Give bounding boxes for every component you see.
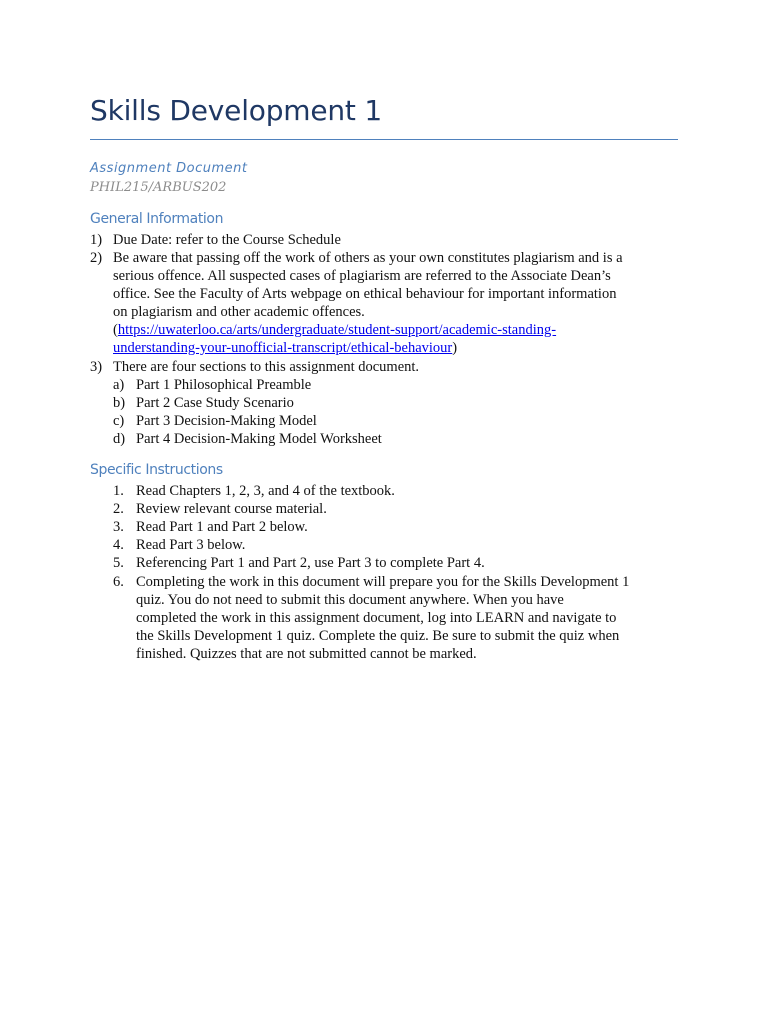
section-item: Part 1 Philosophical Preamble: [136, 377, 312, 393]
sublist-letter: d): [113, 431, 126, 447]
specific-instructions-heading: Specific Instructions: [90, 462, 223, 478]
plagiarism-text-line: on plagiarism and other academic offences.: [113, 304, 365, 320]
list-number: 5.: [113, 555, 124, 571]
sections-intro-item: There are four sections to this assignment document.: [113, 359, 420, 375]
general-information-heading: General Information: [90, 211, 224, 227]
ethical-behaviour-link-line: [113, 321, 556, 339]
course-code: PHIL215/ARBUS202: [90, 180, 227, 195]
list-number: 1.: [113, 483, 124, 499]
list-number: 3): [90, 359, 103, 375]
list-number: 3.: [113, 519, 124, 535]
plagiarism-text-line: office. See the Faculty of Arts webpage on ethical behaviour for important information: [113, 286, 617, 302]
sublist-letter: b): [113, 395, 126, 411]
quiz-instruction-line: Completing the work in this document will prepare you for the Skills Development 1: [136, 574, 630, 590]
list-number: 4.: [113, 537, 124, 553]
instruction-item: Read Chapters 1, 2, 3, and 4 of the textbook.: [136, 483, 395, 499]
close-parenthesis: ): [452, 340, 458, 356]
section-item: Part 2 Case Study Scenario: [136, 395, 294, 411]
quiz-instruction-line: the Skills Development 1 quiz. Complete the quiz. Be sure to submit the quiz when: [136, 628, 620, 644]
list-number: 1): [90, 232, 103, 248]
instruction-item: Read Part 3 below.: [136, 537, 246, 553]
instruction-item: Review relevant course material.: [136, 501, 327, 517]
ethical-behaviour-link[interactable]: https://uwaterloo.ca/arts/undergraduate/student-support/academic-standing-: [117, 322, 557, 338]
ethical-behaviour-link-continued[interactable]: understanding-your-unofficial-transcript/ethical-behaviour: [113, 340, 453, 356]
quiz-instruction-line: completed the work in this assignment document, log into LEARN and navigate to: [136, 610, 617, 626]
sublist-letter: c): [113, 413, 125, 429]
list-number: 2.: [113, 501, 124, 517]
title-underline-rule: [90, 139, 678, 140]
due-date-item: Due Date: refer to the Course Schedule: [113, 232, 341, 248]
list-number: 2): [90, 250, 103, 266]
sublist-letter: a): [113, 377, 125, 393]
ethical-behaviour-link-line: [113, 339, 457, 357]
section-item: Part 3 Decision-Making Model: [136, 413, 317, 429]
open-parenthesis: (: [113, 322, 118, 338]
plagiarism-text-line: Be aware that passing off the work of others as your own constitutes plagiarism and is a: [113, 250, 623, 266]
quiz-instruction-line: finished. Quizzes that are not submitted cannot be marked.: [136, 646, 477, 662]
list-number: 6.: [113, 574, 124, 590]
instruction-item: Referencing Part 1 and Part 2, use Part 3 to complete Part 4.: [136, 555, 485, 571]
instruction-item: Read Part 1 and Part 2 below.: [136, 519, 308, 535]
plagiarism-text-line: serious offence. All suspected cases of plagiarism are referred to the Associate Dean’s: [113, 268, 611, 284]
quiz-instruction-line: quiz. You do not need to submit this document anywhere. When you have: [136, 592, 564, 608]
section-item: Part 4 Decision-Making Model Worksheet: [136, 431, 382, 447]
document-subtitle: Assignment Document: [90, 161, 248, 176]
document-title: Skills Development 1: [90, 94, 383, 127]
